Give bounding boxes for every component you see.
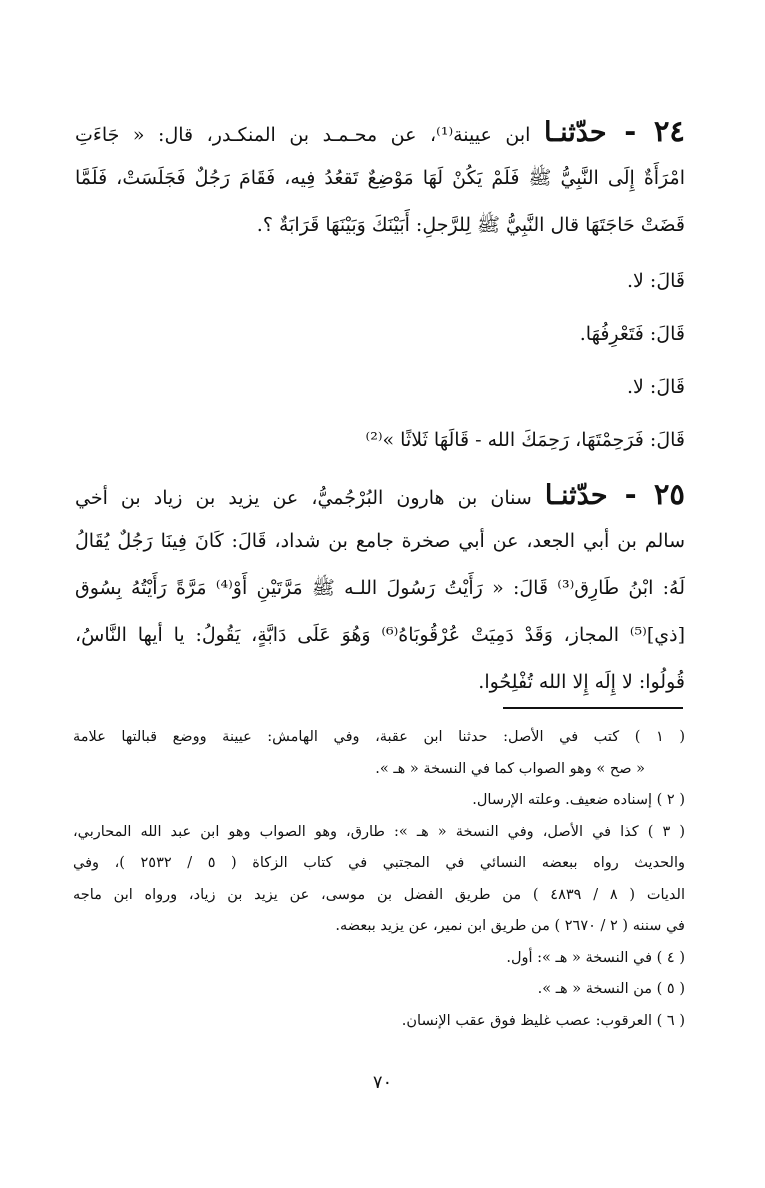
footnote-3-cont-3: في سننه ( ٢ / ٢٦٧٠ ) من طريق ابن نمير، عن يزيد ببعضه. [335,918,685,934]
footnote-3-cont-1: والحديث رواه ببعضه النسائي في المجتبي في كتاب الزكاة ( ٥ / ٢٥٣٢ )، وفي [73,855,685,871]
hadith-25-line-1 [75,471,685,518]
dialogue-line-2: قَالَ: فَتَعْرِفُهَا. [579,323,685,345]
hadith-25-line-3: لَهُ: ابْنُ طَارِق⁽³⁾ قَالَ: « رَأَيْتُ رَسُولَ اللـه ﷺ مَرَّتَيْنِ أَوْ⁽⁴⁾ مَرَّةً رَأَيْتُهُ بِسُوق [75,577,685,599]
hadith-number: ٢٥ [653,477,685,511]
hadith-24-line-2: امْرَأَةٌ إِلَى النَّبِيُّ ﷺ فَلَمْ يَكُنْ لَهَا مَوْضِعٌ تَقعُدُ فِيه، فَقَامَ رَجُلٌ فَجَلَسَتْ، فَلَمَّا [75,167,685,189]
footnote-6: ( ٦ ) العرقوب: عصب غليظ فوق عقب الإنسان. [401,1012,685,1029]
footnote-3: ( ٣ ) كذا في الأصل، وفي النسخة « هـ »: طارق، وهو الصواب وهو ابن عبد الله المحاربي، [73,823,685,840]
hadith-number: ٢٤ [653,114,685,148]
footnote-1-cont: « صح » وهو الصواب كما في النسخة « هـ ». [375,760,645,777]
hadith-text: سنان بن هارون البُرْجُميُّ، عن يزيد بن زياد بن أخي [75,487,545,509]
hadith-24-line-1 [75,108,685,155]
dialogue-line-4: قَالَ: فَرَحِمْتَهَا، رَحِمَكَ الله - قَالَهَا ثَلاثًا »⁽²⁾ [365,429,685,451]
main-text [75,108,685,706]
footnote-1: ( ١ ) كتب في الأصل: حدثنا ابن عقبة، وفي الهامش: عيينة ووضع قبالتها علامة [73,729,685,745]
haddathana-heading: حدّثنـا [543,117,607,148]
hadith-24-line-3: قَضَتْ حَاجَتَهَا قال النَّبِيُّ ﷺ لِلرَّجلِ: أَبَيْنَكَ وَبَيْنَهَا قَرَابَةٌ ؟. [256,214,685,236]
hadith-text: ابن عيينة⁽¹⁾، عن محـمـد بن المنكـدر، قال: « جَاءَتِ [75,124,544,146]
dialogue-line-1: قَالَ: لا. [627,270,685,292]
hadith-25-line-4: [ذي]⁽⁵⁾ المجاز، وَقَدْ دَمِيَتْ عُرْقُوبَاهُ⁽⁶⁾ وَهُوَ عَلَى دَابَّةٍ، يَقُولُ: يا أيها النَّاسُ، [75,624,685,646]
footnote-3-cont-2: الديات ( ٨ / ٤٨٣٩ ) من طريق الفضل بن موسى، عن يزيد بن زياد، ورواه ابن ماجه [73,886,685,903]
hadith-dash: - [606,114,654,148]
footnote-separator [503,707,683,709]
hadith-25-line-5: قُولُوا: لا إِلَه إِلا الله تُفْلِحُوا. [478,671,685,693]
hadith-dash: - [607,477,654,511]
dialogue-line-3: قَالَ: لا. [627,376,685,398]
footnote-5: ( ٥ ) من النسخة « هـ ». [537,981,685,997]
haddathana-heading: حدّثنـا [544,480,608,511]
footnotes [73,722,685,1037]
footnote-4: ( ٤ ) في النسخة « هـ »: أول. [506,949,685,966]
footnote-2: ( ٢ ) إسناده ضعيف. وعلته الإرسال. [472,792,685,808]
hadith-25-line-2: سالم بن أبي الجعد، عن أبي صخرة جامع بن شداد، قَالَ: كَانَ فِينَا رَجُلٌ يُقَالُ [75,530,685,552]
page-number: ٧٠ [372,1072,393,1093]
